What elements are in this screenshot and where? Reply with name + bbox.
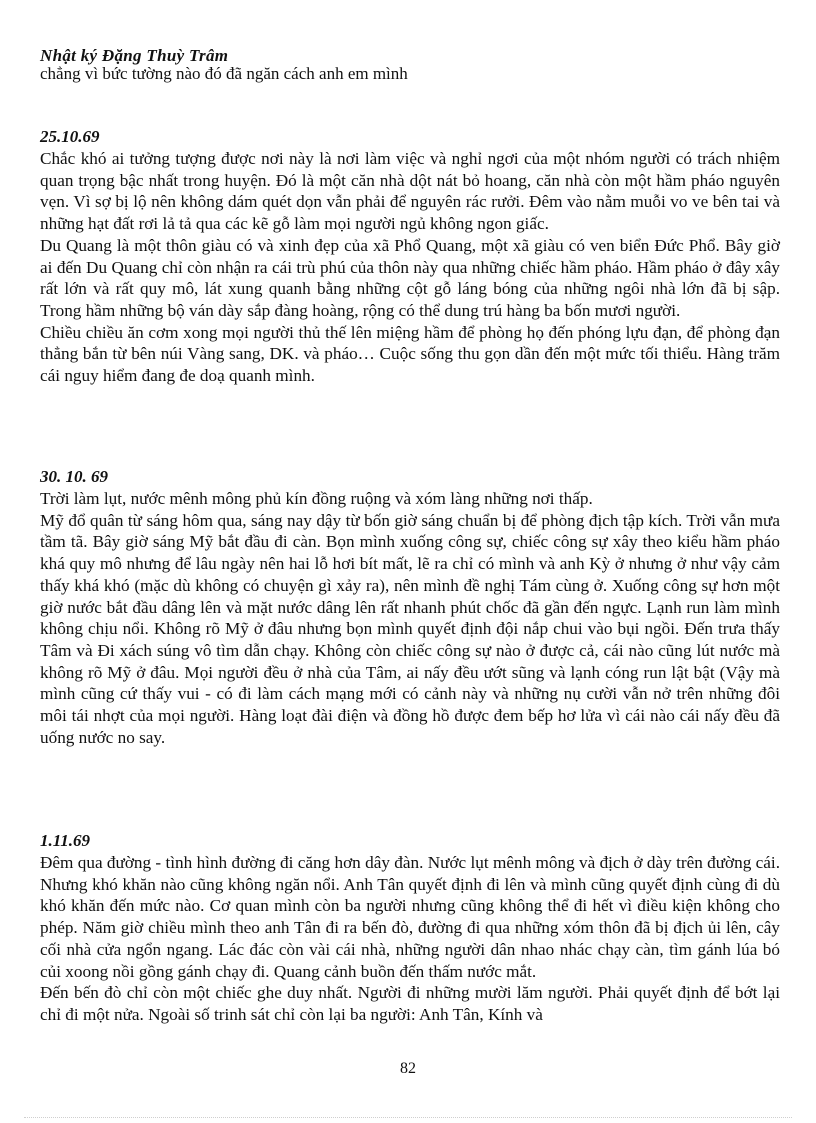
paragraph: Chiều chiều ăn cơm xong mọi người thủ thế lên miệng hầm để phòng họ đến phóng lựu đạn, để phòng đạn thẳng bắn từ bên núi Vàng sang, DK. và pháo… Cuộc sống thu gọn dần đến một mức tối thiểu. Hàng trăm cái nguy hiểm đang đe doạ quanh mình. bbox=[40, 322, 780, 386]
entry-date: 30. 10. 69 bbox=[40, 467, 108, 486]
entry-body bbox=[40, 852, 780, 1026]
book-title: Nhật ký Đặng Thuỳ Trâm bbox=[40, 46, 229, 65]
diary-entry bbox=[40, 126, 780, 387]
entry-body bbox=[40, 488, 780, 748]
entry-date: 1.11.69 bbox=[40, 831, 91, 850]
page-edge-divider bbox=[24, 1117, 792, 1118]
continued-text: chẳng vì bức tường nào đó đã ngăn cách anh em mình bbox=[40, 64, 408, 83]
paragraph: Du Quang là một thôn giàu có và xinh đẹp của xã Phổ Quang, một xã giàu có ven biển Đức Phổ. Bây giờ ai đến Du Quang chỉ còn nhận ra cái trù phú của thôn này qua những chiếc hầm pháo. Hầm pháo ở đây xây rất lớn và rất quy mô, lát xung quanh bằng những cột gỗ láng bóng của những ngôi nhà lớn đã bị sập. Trong hầm những bộ ván dày sắp đàng hoàng, rộng có thể dung trú hàng ba bốn mươi người. bbox=[40, 235, 780, 320]
diary-entry bbox=[40, 466, 780, 748]
entry-body bbox=[40, 148, 780, 387]
paragraph: Đến bến đò chỉ còn một chiếc ghe duy nhất. Người đi những mười lăm người. Phải quyết định để bớt lại chỉ đi một nửa. Ngoài số trinh sát chỉ còn lại ba người: Anh Tân, Kính và bbox=[40, 983, 780, 1024]
entry-date: 25.10.69 bbox=[40, 127, 100, 146]
paragraph: Mỹ đổ quân từ sáng hôm qua, sáng nay dậy từ bốn giờ sáng chuẩn bị để phòng địch tập kích. Trời vẫn mưa tầm tã. Bây giờ sáng Mỹ bắt đầu đi càn. Bọn mình xuống công sự, chiếc công sự xây theo kiểu hầm pháo khá quy mô nhưng để lâu ngày nên hai lỗ hơi bít mất, lẽ ra chỉ có mình và anh Kỳ ở nhưng ở như vậy cảm thấy khá khó (mặc dù không có chuyện gì xảy ra), nên mình đề nghị Tám cùng ở. Xuống công sự hơn một giờ nước bắt đầu dâng lên và mặt nước dâng lên rất nhanh phút chốc đã gần đến ngực. Lạnh run làm mình không chịu nổi. Không rõ Mỹ ở đâu nhưng bọn mình quyết định đội nắp chui vào bụi ngồi. Đến trưa thấy Tâm và Đi xách súng vô tìm dẫn chạy. Không còn chiếc công sự nào ở được cả, cái nào cũng lút nước mà không rõ Mỹ ở đâu. Mọi người đều ở nhà của Tâm, ai nấy đều ướt sũng và lạnh cóng run lật bật (Vậy mà mình cũng cứ thấy vui - có đi làm cách mạng mới có cảnh này và những nụ cười vẫn nở trên những đôi môi tái nhợt của mọi người. Hàng loạt đài điện và đồng hồ được đem bếp hơ lửa vì cái nào cái nấy đều đã uống nước no say. bbox=[40, 510, 780, 747]
paragraph: Chắc khó ai tưởng tượng được nơi này là nơi làm việc và nghỉ ngơi của một nhóm người có trách nhiệm quan trọng bậc nhất trong huyện. Đó là một căn nhà dột nát bỏ hoang, căn nhà còn một hầm pháo nguyên vẹn. Vì sợ bị lộ nên không dám quét dọn vẫn phải để nguyên rác rưởi. Đêm vào nằm muỗi vo ve bên tai và những hạt đất rơi lả tả qua các kẽ gỗ làm mọi người ngủ không ngon giấc. bbox=[40, 149, 780, 234]
paragraph: Đêm qua đường - tình hình đường đi căng hơn dây đàn. Nước lụt mênh mông và địch ở dày trên đường cái. Nhưng khó khăn nào cũng không ngăn nổi. Anh Tân quyết định đi lên và mình cũng quyết định cùng đi dù khó khăn đến mức nào. Cơ quan mình còn ba người nhưng cũng không thể đi hết vì điều kiện không cho phép. Năm giờ chiều mình theo anh Tân đi ra bến đò, đường đi qua những xóm thôn đã bị địch ủi lên, cây cối nhà cửa ngổn ngang. Lác đác còn vài cái nhà, những người dân nhao nhác chạy càn, tìm gánh lúa bó củi xoong nồi gồng gánh chạy đi. Quang cảnh buồn đến thấm nước mắt. bbox=[40, 853, 780, 981]
diary-entry bbox=[40, 830, 780, 1026]
paragraph: Trời làm lụt, nước mênh mông phủ kín đồng ruộng và xóm làng những nơi thấp. bbox=[40, 489, 593, 508]
page-number: 82 bbox=[400, 1060, 416, 1077]
